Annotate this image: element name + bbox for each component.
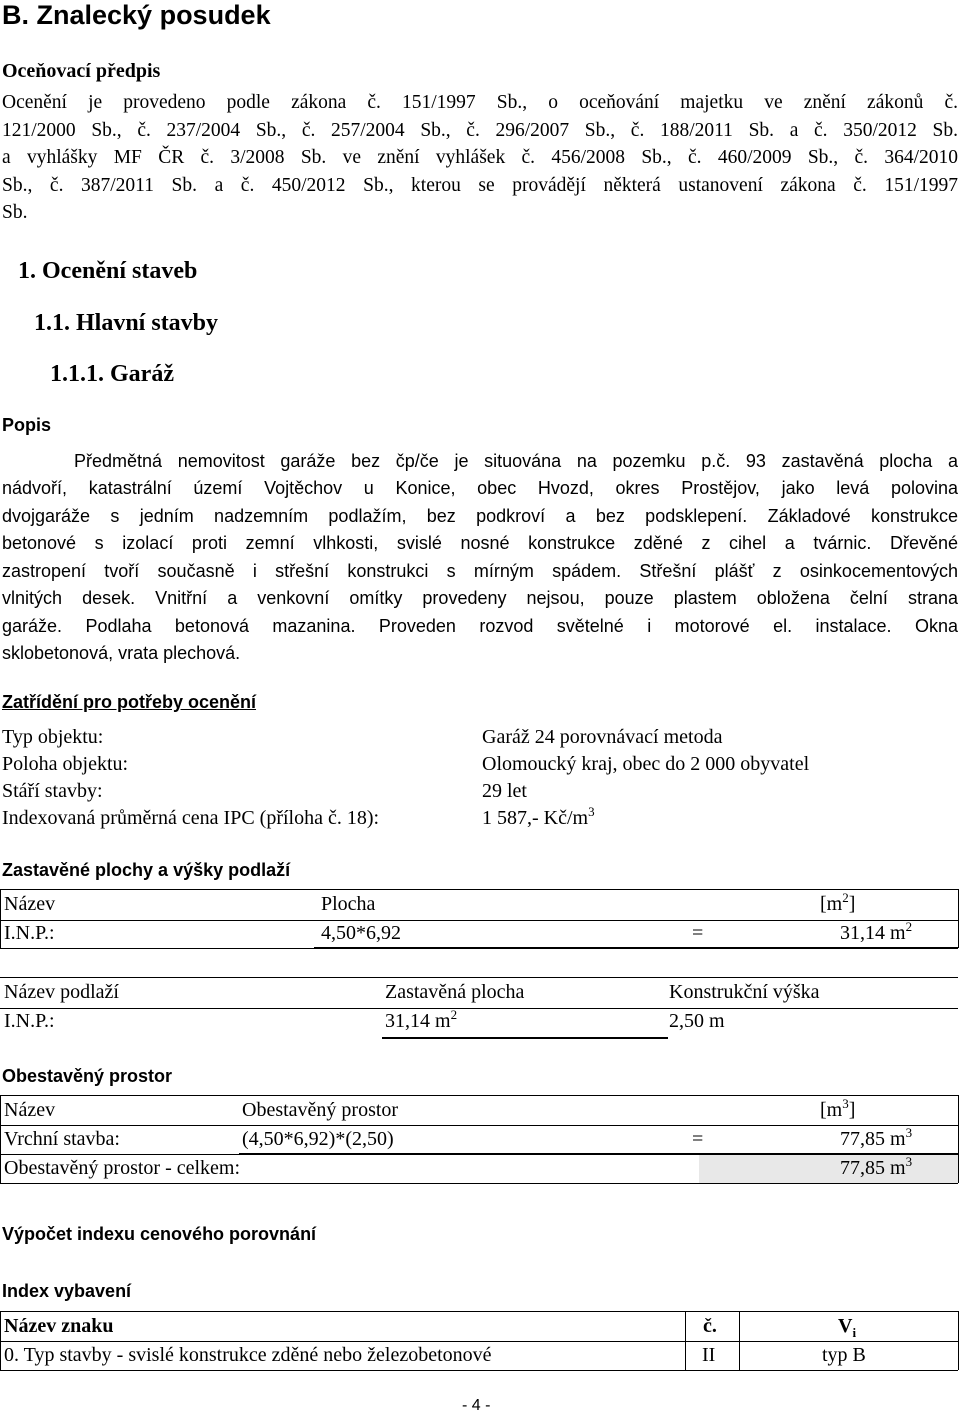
table-cell-equals: =: [692, 922, 704, 944]
table-cell-value: 31,14 $m^2$: [840, 919, 913, 944]
table-cell-nazev: I.N.P.:: [4, 922, 55, 944]
predpis-heading: Oceňovací předpis: [2, 60, 161, 82]
table-header-vi: Vi: [838, 1315, 857, 1340]
predpis-line: Ocenění je provedeno podle zákona č. 151/1997 Sb., o oceňování majetku ve znění zákonů č.: [2, 92, 958, 113]
table-cell-value: 77,85 $m^3$: [840, 1154, 913, 1179]
popis-line: sklobetonová, vrata plechová.: [2, 643, 241, 663]
table-header-unit: $[m^3]$: [820, 1096, 856, 1121]
table-cell-nazev: Obestavěný prostor - celkem:: [4, 1157, 241, 1179]
predpis-paragraph: [2, 89, 958, 227]
predpis-line: a vyhlášky MF ČR č. 3/2008 Sb. ve znění vyhlášek č. 456/2008 Sb., č. 460/2009 Sb., č. 364/2010: [2, 147, 958, 168]
zastavene-heading: Zastavěné plochy a výšky podlaží: [2, 860, 291, 880]
popis-line: vlnitých desek. Vnitřní a venkovní omítky provedeny nejsou, pouze plastem obložena čelní strana: [2, 588, 958, 608]
zatrideni-value: 29 let: [482, 780, 527, 802]
table-header-nazev-podlazi: Název podlaží: [4, 981, 119, 1003]
table-header-nazev: Název: [4, 1099, 56, 1121]
popis-line: garáže. Podlaha betonová mazanina. Proveden rozvod světelné i motorové el. instalace. Okna: [2, 615, 958, 636]
table-header-zastavena-plocha: Zastavěná plocha: [385, 981, 525, 1003]
popis-line: zastropení tvoří současně i střešní konstrukci s mírným spádem. Střešní plášť z osinkocementových: [2, 560, 958, 581]
popis-paragraph: [2, 475, 958, 668]
table-cell-vzorec: (4,50*6,92)*(2,50): [242, 1128, 394, 1150]
zatrideni-value: Garáž 24 porovnávací metoda: [482, 726, 723, 748]
predpis-line: Sb., č. 387/2011 Sb. a č. 450/2012 Sb., kterou se provádějí některá ustanovení zákona č. 151/1997: [2, 174, 958, 196]
table-header-cislo: č.: [703, 1315, 717, 1337]
popis-heading: Popis: [2, 415, 52, 435]
table-cell-nazev: Vrchní stavba:: [4, 1128, 120, 1150]
predpis-line: Sb.: [2, 202, 28, 223]
table-cell-nazev-znaku: 0. Typ stavby - svislé konstrukce zděné nebo železobetonové: [4, 1344, 492, 1366]
table-header-obestaveny: Obestavěný prostor: [242, 1099, 399, 1121]
table-cell-equals: =: [692, 1128, 704, 1150]
vypocet-heading: Výpočet indexu cenového porovnání: [2, 1224, 317, 1244]
zatrideni-heading: Zatřídění pro potřeby ocenění: [2, 692, 257, 712]
document-title: B. Znalecký posudek: [2, 0, 271, 30]
zatrideni-label: Indexovaná průměrná cena IPC (příloha č. 18):: [2, 807, 380, 829]
table-cell-cislo: II: [702, 1344, 716, 1366]
table-header-unit: $[m^2]$: [820, 890, 856, 915]
zatrideni-value: Olomoucký kraj, obec do 2 000 obyvatel: [482, 753, 810, 775]
popis-line: nádvoří, katastrální území Vojtěchov u Konice, obec Hvozd, okres Prostějov, jako levá polovina: [2, 478, 958, 498]
popis-line: betonové s izolací proti zemní vlhkosti, svislé nosné konstrukce zděné z cihel a tvárnic. Dřevěné: [2, 533, 958, 553]
table-header-plocha: Plocha: [321, 893, 376, 915]
table-header-konstrukcni-vyska: Konstrukční výška: [669, 981, 820, 1003]
zatrideni-label: Poloha objektu:: [2, 753, 129, 775]
table-cell-value: 77,85 $m^3$: [840, 1125, 913, 1150]
table-cell-vzorec: 4,50*6,92: [321, 922, 401, 944]
index-heading: Index vybavení: [2, 1281, 132, 1301]
table-header-nazev-znaku: Název znaku: [4, 1315, 114, 1337]
table-cell-nazev: I.N.P.:: [4, 1010, 55, 1032]
section-garaz: 1.1.1. Garáž: [50, 361, 174, 387]
table-cell-vyska: 2,50 m: [669, 1010, 725, 1032]
table-cell-vi: typ B: [822, 1344, 866, 1366]
section-ocenení-staveb: 1. Ocenění staveb: [18, 258, 198, 284]
section-hlavni-stavby: 1.1. Hlavní stavby: [34, 310, 219, 336]
table-cell-zastavena: 31,14 $m^2$: [385, 1007, 458, 1032]
popis-first-line: Předmětná nemovitost garáže bez čp/če je situována na pozemku p.č. 93 zastavěná plocha a: [74, 451, 958, 471]
popis-line: dvojgaráže s jedním nadzemním podlažím, bez podkroví a bez podsklepení. Základové konstrukce: [2, 505, 958, 526]
page-number: - 4 -: [462, 1397, 491, 1414]
zatrideni-label: Stáří stavby:: [2, 780, 103, 802]
obestaveny-heading: Obestavěný prostor: [2, 1066, 173, 1086]
table-header-nazev: Název: [4, 893, 56, 915]
predpis-line: 121/2000 Sb., č. 237/2004 Sb., č. 257/2004 Sb., č. 296/2007 Sb., č. 188/2011 Sb. a č. 350/2012 Sb.: [2, 119, 958, 141]
zatrideni-value: 1 587,- $Kč/m^3$: [482, 804, 595, 829]
zatrideni-label: Typ objektu:: [2, 726, 104, 748]
